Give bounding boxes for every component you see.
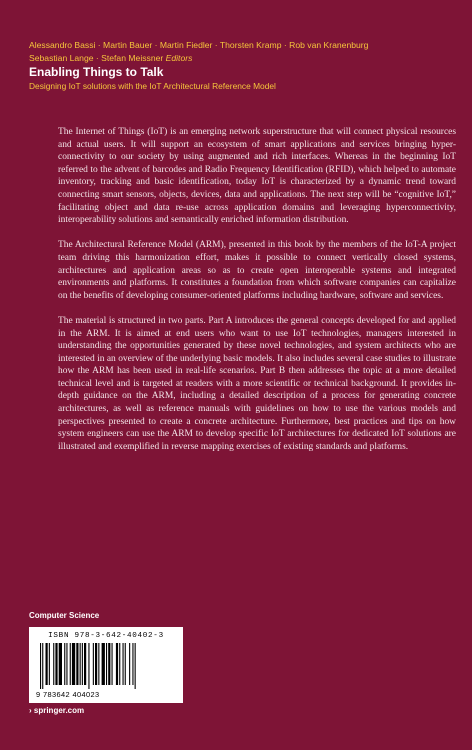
blurb-paragraph-2: The Architectural Reference Model (ARM), presented in this book by the members of the IoT-A project team driving this harmonization effort, makes it possible to connect vertically closed systems, architectures and application areas so as to create open interoperable systems and integrated environments and platforms. It constitutes a foundation from which software companies can capitalize on the benefits of developing consumer-oriented platforms including hardware, software and services. xyxy=(58,240,456,301)
book-title: Enabling Things to Talk xyxy=(29,65,164,80)
blurb-paragraph-1: The Internet of Things (IoT) is an emerging network superstructure that will connect physical resources and actual users. It will support an ecosystem of smart applications and services bringing hyper-connectivity to our society by using augmented and rich interfaces. Whereas in the beginning IoT referred to the advent of barcodes and Radio Frequency Identification (RFID), which helped to automate inventory, tracking and basic identification, today IoT is characterized by a dynamic trend toward connecting smart sensors, objects, devices, data and applications. The next step will be “cognitive IoT,” facilitating object and data re-use across application domains and leveraging hyperconnectivity, interoperability solutions and semantically enriched information distribution. xyxy=(58,127,456,226)
authors-line-1: Alessandro Bassi · Martin Bauer · Martin Fiedler · Thorsten Kramp · Rob van Kranenburg xyxy=(29,40,369,50)
editors-label: Editors xyxy=(165,52,193,63)
barcode-graphic xyxy=(36,643,176,689)
cover-header xyxy=(29,39,452,92)
barcode-box xyxy=(29,627,183,703)
subject-category: Computer Science xyxy=(29,611,100,620)
authors-line-2 xyxy=(29,52,452,65)
blurb-paragraph-3: The material is structured in two parts. Part A introduces the general concepts developed for and applied in the ARM. It is aimed at end users who want to use IoT technologies, managers interested in understanding the opportunities generated by these novel technologies, and system architects who are interested in an overview of the underlying basic models. It also includes several case studies to illustrate how the ARM has been used in real-life scenarios. Part B then addresses the topic at a more detailed technical level and is targeted at readers with a more scientific or technical background. It provides in-depth guidance on the ARM, including a detailed description of a process for generating concrete architectures, as well as reference manuals with guidelines on how to use the various models and perspectives presented to create a concrete architecture. Furthermore, best practices and tips on how system engineers can use the ARM to develop specific IoT architectures for dedicated IoT solutions are illustrated and exemplified in reverse mapping exercises of existing standards and platforms. xyxy=(58,315,456,452)
authors-line-2-names: Sebastian Lange · Stefan Meissner xyxy=(29,52,164,63)
barcode-number: 9 783642 404023 xyxy=(36,690,100,699)
isbn-label: ISBN 978-3-642-40402-3 xyxy=(48,632,164,640)
publisher-site: › springer.com xyxy=(29,706,85,715)
author-list xyxy=(29,39,452,64)
back-cover-blurb xyxy=(58,126,456,466)
book-subtitle: Designing IoT solutions with the IoT Architectural Reference Model xyxy=(29,81,276,92)
